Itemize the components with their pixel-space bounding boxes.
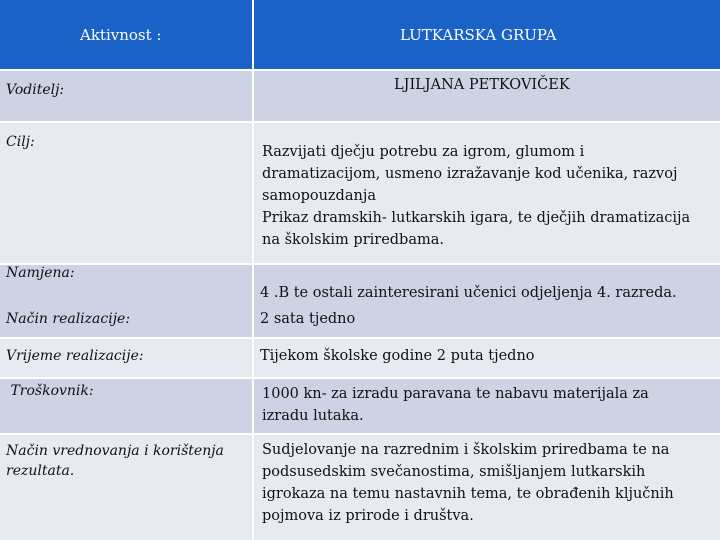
vrednovanje-line: podsusedskim svečanostima, smišljanjem lutkarskih — [262, 464, 646, 480]
header-value: LUTKARSKA GRUPA — [400, 26, 557, 44]
voditelj-label: Voditelj: — [6, 82, 65, 98]
cilj-line: Prikaz dramskih- lutkarskih igara, te dječjih dramatizacija — [262, 210, 691, 226]
cilj-line: dramatizacijom, usmeno izražavanje kod učenika, razvoj — [262, 166, 678, 182]
vrednovanje-label-line: rezultata. — [6, 463, 75, 479]
row-namjena-value — [254, 265, 720, 337]
row-troskovnik-value — [254, 379, 720, 433]
row-vrijeme-label — [0, 339, 252, 377]
cilj-line: Razvijati dječju potrebu za igrom, glumom i — [262, 144, 585, 160]
cilj-line: na školskim priredbama. — [262, 232, 444, 248]
vrednovanje-line: pojmova iz prirode i društva. — [262, 508, 474, 524]
row-voditelj-label — [0, 71, 252, 121]
cilj-label: Cilj: — [6, 134, 35, 150]
namjena-label: Namjena: — [6, 265, 75, 281]
row-vrednovanje-label — [0, 435, 252, 540]
header-label: Aktivnost : — [80, 26, 162, 44]
header-value-cell — [254, 0, 720, 69]
vrednovanje-line: igrokaza na temu nastavnih tema, te obrađenih ključnih — [262, 486, 674, 502]
vrednovanje-label-line: Način vrednovanja i korištenja — [6, 443, 224, 459]
vrednovanje-line: Sudjelovanje na razrednim i školskim priredbama te na — [262, 442, 670, 458]
cilj-line: samopouzdanja — [262, 188, 376, 204]
voditelj-value: LJILJANA PETKOVIČEK — [394, 77, 570, 93]
nacin-realizacije-value: 2 sata tjedno — [260, 311, 356, 327]
nacin-realizacije-label: Način realizacije: — [6, 311, 131, 327]
row-vrijeme-value — [254, 339, 720, 377]
row-namjena-label — [0, 265, 252, 337]
row-cilj-label — [0, 123, 252, 263]
troskovnik-line: izradu lutaka. — [262, 408, 364, 424]
troskovnik-label: Troškovnik: — [6, 383, 94, 399]
row-vrednovanje-value — [254, 435, 720, 540]
vrijeme-label: Vrijeme realizacije: — [6, 348, 144, 364]
header-label-cell — [0, 0, 252, 69]
row-troskovnik-label — [0, 379, 252, 433]
namjena-value: 4 .B te ostali zainteresirani učenici odjeljenja 4. razreda. — [260, 285, 677, 301]
row-cilj-value — [254, 123, 720, 263]
vrijeme-value: Tijekom školske godine 2 puta tjedno — [260, 348, 535, 364]
troskovnik-line: 1000 kn- za izradu paravana te nabavu materijala za — [262, 386, 649, 402]
row-voditelj-value — [254, 71, 720, 121]
